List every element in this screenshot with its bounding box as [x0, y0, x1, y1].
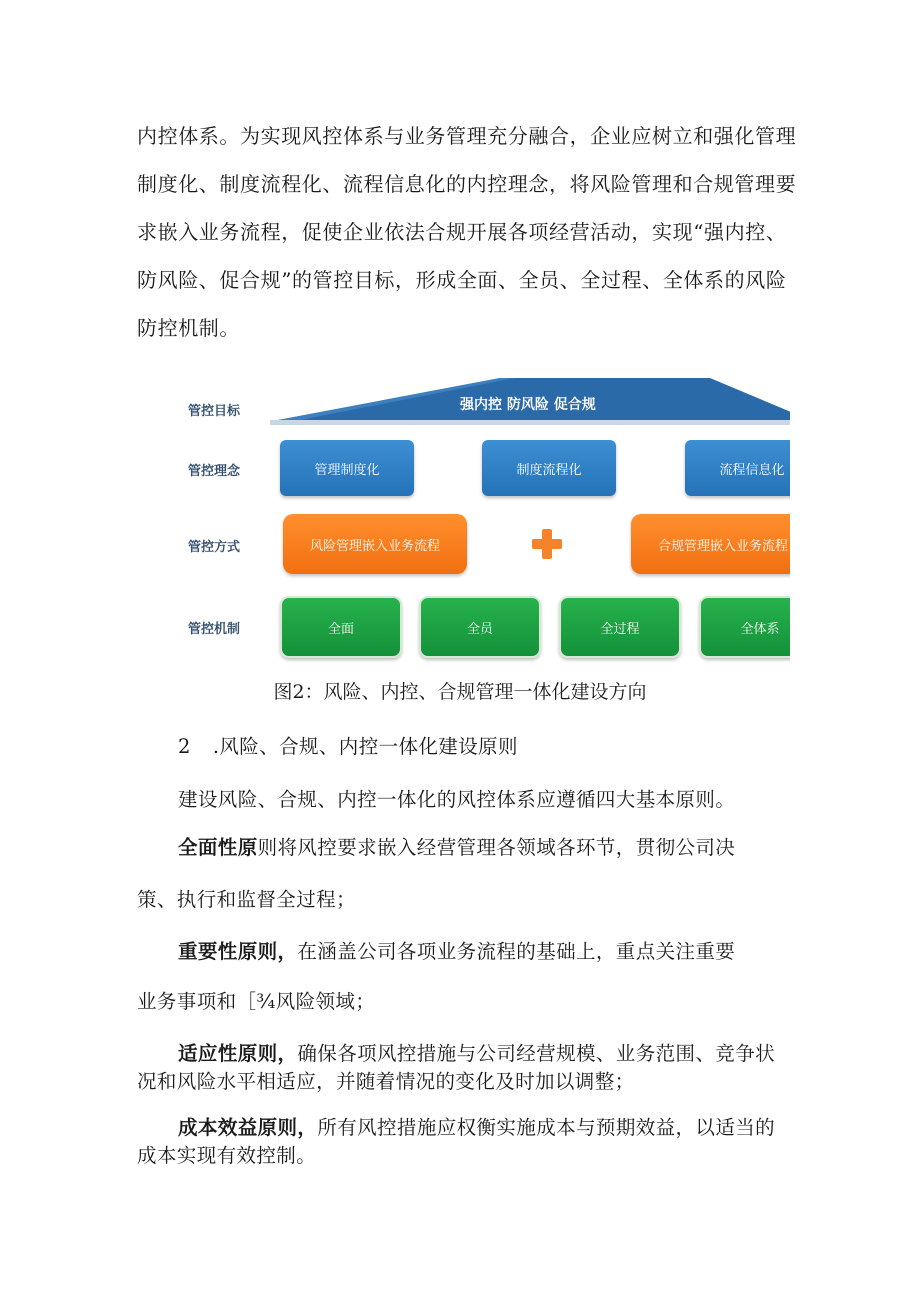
section-number: 2	[178, 735, 191, 758]
intro-paragraph	[137, 112, 797, 352]
method-box: 合规管理嵌入业务流程	[631, 514, 790, 574]
principle-body: 确保各项风控措施与公司经营规模、业务范围、竞争状	[297, 1042, 776, 1065]
paragraph-line: 制度化、制度流程化、流程信息化的内控理念，将风险管理和合规管理要	[137, 172, 797, 196]
figure-caption: 图2：风险、内控、合规管理一体化建设方向	[273, 681, 647, 703]
principle-1	[178, 834, 735, 862]
principle-title: 成本效益原则，	[178, 1116, 318, 1139]
method-box: 风险管理嵌入业务流程	[283, 514, 467, 574]
management-framework-diagram	[170, 376, 790, 666]
concept-box: 制度流程化	[482, 440, 616, 496]
section-title: .风险、合规、内控一体化建设原则	[212, 735, 518, 758]
principle-body-continued: 业务事项和［¾风险领域；	[137, 990, 376, 1013]
concept-box: 流程信息化	[685, 440, 790, 496]
paragraph-line: 防控机制。	[137, 316, 240, 340]
plus-icon	[532, 529, 562, 559]
row-label-goal: 管控目标	[188, 404, 241, 419]
principle-4	[178, 1114, 775, 1142]
principle-body-continued: 况和风险水平相适应，并随着情况的变化及时加以调整；	[137, 1070, 635, 1093]
principle-body: 所有风控措施应权衡实施成本与预期效益，以适当的	[317, 1116, 776, 1139]
mechanism-box: 全员	[419, 596, 541, 658]
principle-title: 全面性原	[178, 836, 258, 859]
principle-title: 适应性原则，	[178, 1042, 298, 1065]
principle-body: 在涵盖公司各项业务流程的基础上，重点关注重要	[297, 940, 736, 963]
row-label-method: 管控方式	[188, 540, 241, 555]
principle-body: 则将风控要求嵌入经营管理各领域各环节，贯彻公司决	[257, 836, 736, 859]
mechanism-box: 全过程	[559, 596, 681, 658]
mechanism-box: 全体系	[699, 596, 790, 658]
paragraph-line: 求嵌入业务流程，促使企业依法合规开展各项经营活动，实现“强内控、	[137, 220, 787, 244]
mechanism-box: 全面	[280, 596, 402, 658]
principle-2	[178, 938, 735, 966]
section-heading	[178, 733, 518, 761]
principle-body-continued: 成本实现有效控制。	[137, 1144, 317, 1167]
row-label-concept: 管控理念	[188, 464, 241, 479]
paragraph-line: 防风险、促合规”的管控目标，形成全面、全员、全过程、全体系的风险	[137, 268, 787, 292]
concept-box: 管理制度化	[280, 440, 414, 496]
paragraph-line: 内控体系。为实现风控体系与业务管理充分融合，企业应树立和强化管理	[137, 124, 797, 148]
principle-title: 重要性原则，	[178, 940, 298, 963]
row-label-mechanism: 管控机制	[188, 622, 241, 637]
roof-goal-text: 强内控 防风险 促合规	[460, 397, 596, 413]
principle-body-continued: 策、执行和监督全过程；	[137, 888, 356, 911]
principle-3	[178, 1040, 775, 1068]
lead-sentence: 建设风险、合规、内控一体化的风控体系应遵循四大基本原则。	[178, 788, 736, 811]
